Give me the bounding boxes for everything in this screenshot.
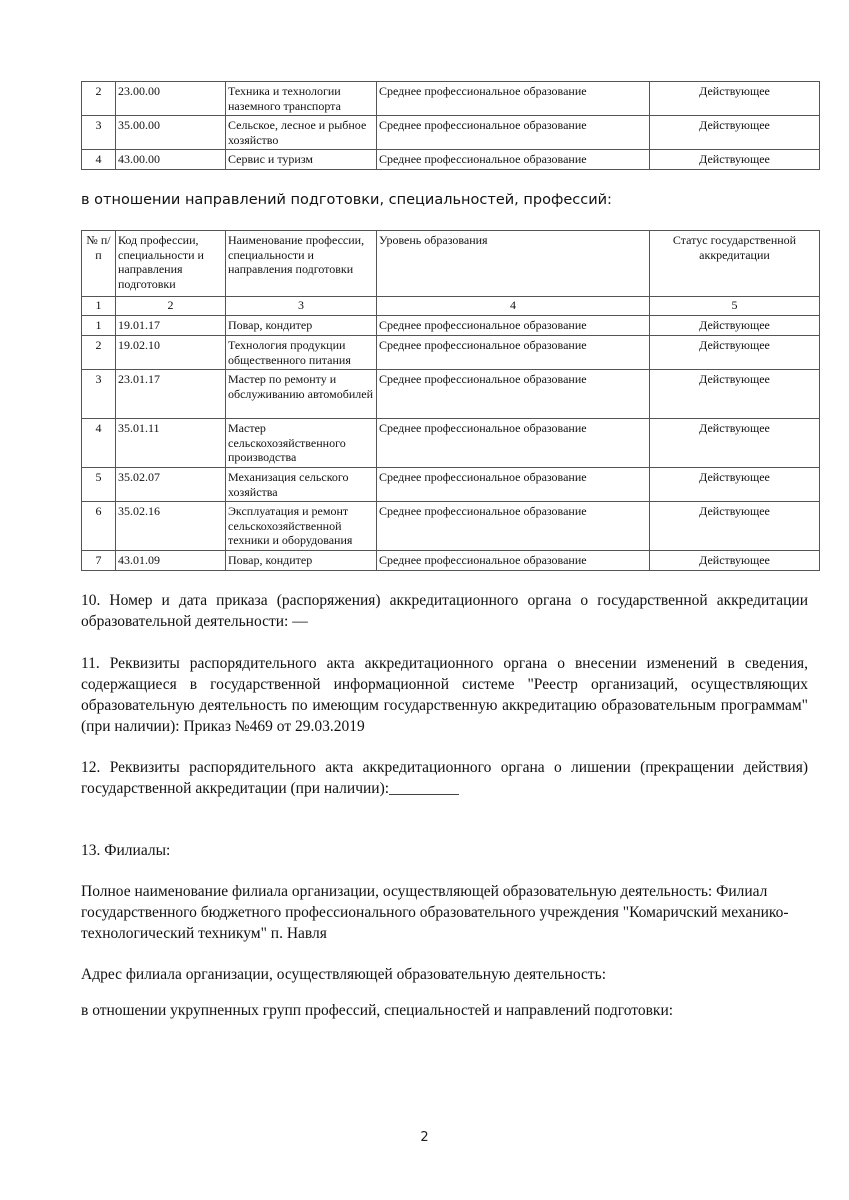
table-row bbox=[82, 82, 820, 116]
row-number: 4 bbox=[82, 150, 116, 170]
row-number: 4 bbox=[82, 419, 116, 468]
header-name: Наименование профессии, специальности и направления подготовки bbox=[226, 231, 377, 297]
profession-name: Механизация сельского хозяйства bbox=[226, 468, 377, 502]
table-row bbox=[82, 419, 820, 468]
header-status: Статус государственной аккредитации bbox=[650, 231, 820, 297]
education-level: Среднее профессиональное образование bbox=[377, 82, 650, 116]
table-row bbox=[82, 502, 820, 551]
table-row bbox=[82, 336, 820, 370]
education-level: Среднее профессиональное образование bbox=[377, 370, 650, 419]
education-level: Среднее профессиональное образование bbox=[377, 419, 650, 468]
accreditation-status: Действующее bbox=[650, 116, 820, 150]
accreditation-status: Действующее bbox=[650, 316, 820, 336]
paragraph-13-branches-title: 13. Филиалы: bbox=[81, 842, 171, 859]
profession-name: Технология продукции общественного питания bbox=[226, 336, 377, 370]
profession-name: Мастер по ремонту и обслуживанию автомобилей bbox=[226, 370, 377, 419]
profession-code: 35.01.11 bbox=[116, 419, 226, 468]
profession-code: 23.01.17 bbox=[116, 370, 226, 419]
profession-name: Мастер сельскохозяйственного производства bbox=[226, 419, 377, 468]
row-number: 2 bbox=[82, 336, 116, 370]
group-name: Сервис и туризм bbox=[226, 150, 377, 170]
accreditation-status: Действующее bbox=[650, 419, 820, 468]
accreditation-status: Действующее bbox=[650, 370, 820, 419]
header-code: Код профессии, специальности и направления подготовки bbox=[116, 231, 226, 297]
profession-code: 35.02.07 bbox=[116, 468, 226, 502]
group-code: 43.00.00 bbox=[116, 150, 226, 170]
column-number: 4 bbox=[377, 297, 650, 316]
table-row bbox=[82, 316, 820, 336]
branch-address: Адрес филиала организации, осуществляющей образовательную деятельность: bbox=[81, 966, 607, 983]
column-number: 5 bbox=[650, 297, 820, 316]
row-number: 7 bbox=[82, 551, 116, 571]
row-number: 2 bbox=[82, 82, 116, 116]
paragraph-11-amendment-act: 11. Реквизиты распорядительного акта аккредитационного органа о внесении изменений в сведения, содержащиеся в государственной информационной системе "Реестр организаций, осуществляющих образовательную деятельность по имеющим государственную аккредитацию образовательным программам" (при наличии): Приказ №469 от 29.03.2019 bbox=[81, 655, 808, 735]
education-level: Среднее профессиональное образование bbox=[377, 150, 650, 170]
row-number: 6 bbox=[82, 502, 116, 551]
table-row bbox=[82, 150, 820, 170]
accreditation-status: Действующее bbox=[650, 551, 820, 571]
accreditation-status: Действующее bbox=[650, 502, 820, 551]
profession-code: 19.01.17 bbox=[116, 316, 226, 336]
education-level: Среднее профессиональное образование bbox=[377, 551, 650, 571]
professions-section-label: в отношении направлений подготовки, специальностей, профессий: bbox=[81, 192, 612, 208]
profession-code: 19.02.10 bbox=[116, 336, 226, 370]
accreditation-status: Действующее bbox=[650, 82, 820, 116]
enlarged-groups-table bbox=[81, 81, 820, 170]
column-number: 2 bbox=[116, 297, 226, 316]
row-number: 1 bbox=[82, 316, 116, 336]
branch-full-name: Полное наименование филиала организации, осуществляющей образовательную деятельность: Филиал государственного бюджетного профессионального образовательного учреждения "Комаричский механико-технологический техникум" п. Навля bbox=[81, 883, 789, 942]
profession-name: Повар, кондитер bbox=[226, 551, 377, 571]
group-code: 35.00.00 bbox=[116, 116, 226, 150]
group-code: 23.00.00 bbox=[116, 82, 226, 116]
accreditation-status: Действующее bbox=[650, 150, 820, 170]
table-row bbox=[82, 468, 820, 502]
group-name: Техника и технологии наземного транспорта bbox=[226, 82, 377, 116]
profession-code: 43.01.09 bbox=[116, 551, 226, 571]
education-level: Среднее профессиональное образование bbox=[377, 316, 650, 336]
row-number: 3 bbox=[82, 116, 116, 150]
profession-name: Повар, кондитер bbox=[226, 316, 377, 336]
column-number: 1 bbox=[82, 297, 116, 316]
profession-name: Эксплуатация и ремонт сельскохозяйственной техники и оборудования bbox=[226, 502, 377, 551]
column-numbers-row bbox=[82, 297, 820, 316]
paragraph-12-revocation-act: 12. Реквизиты распорядительного акта аккредитационного органа о лишении (прекращении действия) государственной аккредитации (при наличии):_________ bbox=[81, 759, 808, 797]
table-row bbox=[82, 116, 820, 150]
accreditation-status: Действующее bbox=[650, 468, 820, 502]
table-row bbox=[82, 551, 820, 571]
branch-groups-label: в отношении укрупненных групп профессий, специальностей и направлений подготовки: bbox=[81, 1002, 674, 1019]
table-header-row bbox=[82, 231, 820, 297]
page-number: 2 bbox=[420, 1130, 429, 1145]
education-level: Среднее профессиональное образование bbox=[377, 336, 650, 370]
group-name: Сельское, лесное и рыбное хозяйство bbox=[226, 116, 377, 150]
professions-table bbox=[81, 230, 820, 571]
paragraph-10-accreditation-order: 10. Номер и дата приказа (распоряжения) аккредитационного органа о государственной аккредитации образовательной деятельности: — bbox=[81, 592, 808, 630]
education-level: Среднее профессиональное образование bbox=[377, 468, 650, 502]
row-number: 3 bbox=[82, 370, 116, 419]
education-level: Среднее профессиональное образование bbox=[377, 502, 650, 551]
header-level: Уровень образования bbox=[377, 231, 650, 297]
table-row bbox=[82, 370, 820, 419]
accreditation-status: Действующее bbox=[650, 336, 820, 370]
profession-code: 35.02.16 bbox=[116, 502, 226, 551]
column-number: 3 bbox=[226, 297, 377, 316]
row-number: 5 bbox=[82, 468, 116, 502]
education-level: Среднее профессиональное образование bbox=[377, 116, 650, 150]
header-number: № п/п bbox=[82, 231, 116, 297]
